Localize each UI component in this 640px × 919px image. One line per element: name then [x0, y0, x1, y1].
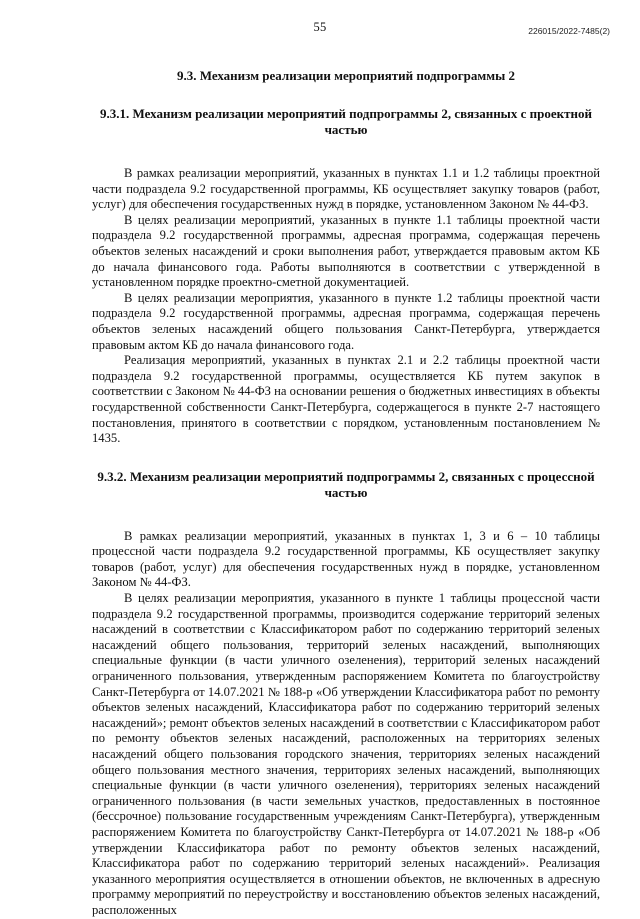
- paragraph: В рамках реализации мероприятий, указанных в пунктах 1, 3 и 6 – 10 таблицы процессной части подраздела 9.2 государственной программы, КБ осуществляет закупку товаров (работ, услуг) для обеспечения государственных нужд в порядке, установленном Законом № 44-ФЗ.: [92, 528, 600, 590]
- paragraph: В целях реализации мероприятия, указанного в пункте 1 таблицы процессной части подраздела 9.2 государственной программы, производится содержание территорий зеленых насаждений в соответствии с Классификатором работ по содержанию территорий зеленых насаждений общего пользования, территорий зеленых насаждений, выполняющих специальные функции (в части уличного озеленения), территорий зеленых насаждений ограниченного пользования, утвержденным распоряжением Комитета по благоустройству Санкт-Петербурга от 14.07.2021 № 188-р «Об утверждении Классификатора работ по ремонту объектов зеленых насаждений, Классификатора работ по содержанию территорий зеленых насаждений»; ремонт объектов зеленых насаждений в соответствии с Классификатором работ по ремонту объектов зеленых насаждений, расположенных на территориях зеленых насаждений общего пользования городского значения, территориях зеленых насаждений общего пользования местного значения, территориях зеленых насаждений, выполняющих специальные функции (в части уличного озеленения), территориях зеленых насаждений ограниченного пользования (в части земельных участков, предоставленных в постоянное (бессрочное) пользование государственным учреждениям Санкт-Петербурга), утвержденным распоряжением Комитета по благоустройству Санкт-Петербурга от 14.07.2021 № 188-р «Об утверждении Классификатора работ по ремонту объектов зеленых насаждений, Классификатора работ по содержанию территорий зеленых насаждений». Реализация указанного мероприятия осуществляется в отношении объектов, не включенных в адресную программу мероприятий по переустройству и восстановлению объектов зеленых насаждений, расположенных: [92, 591, 600, 917]
- paragraph: В рамках реализации мероприятий, указанных в пунктах 1.1 и 1.2 таблицы проектной части подраздела 9.2 государственной программы, КБ осуществляет закупку товаров (работ, услуг) для обеспечения государственных нужд в порядке, установленном Законом № 44-ФЗ.: [92, 166, 600, 212]
- paragraph: Реализация мероприятий, указанных в пунктах 2.1 и 2.2 таблицы проектной части подраздела 9.2 государственной программы, осуществляется КБ путем закупок в соответствии с Законом № 44-ФЗ на основании решения о бюджетных инвестициях в объекты государственной собственности Санкт-Петербурга, содержащегося в пункте 2-7 настоящего постановления, принятого в соответствии с порядком, установленным постановлением № 1435.: [92, 353, 600, 446]
- paragraph: В целях реализации мероприятий, указанных в пункте 1.1 таблицы проектной части подраздела 9.2 государственной программы, адресная программа, содержащая перечень объектов зеленых насаждений и сроки выполнения работ, утверждается правовым актом КБ до начала финансового года. Работы выполняются в соответствии с утвержденной в установленном порядке проектно-сметной документацией.: [92, 212, 600, 290]
- page-number: 55: [313, 20, 327, 34]
- subsection-2-title: 9.3.2. Механизм реализации мероприятий подпрограммы 2, связанных с процессной частью: [97, 468, 595, 500]
- document-id: 226015/2022-7485(2): [528, 26, 610, 36]
- section-title: 9.3. Механизм реализации мероприятий подпрограммы 2: [176, 68, 516, 83]
- document-body: [92, 60, 600, 919]
- subsection-1-title: 9.3.1. Механизм реализации мероприятий подпрограммы 2, связанных с проектной частью: [100, 106, 592, 137]
- paragraph: В целях реализации мероприятия, указанного в пункте 1.2 таблицы проектной части подраздела 9.2 государственной программы, адресная программа, содержащая перечень объектов зеленых насаждений общего пользования Санкт-Петербурга, утверждается правовым актом КБ до начала финансового года.: [92, 290, 600, 352]
